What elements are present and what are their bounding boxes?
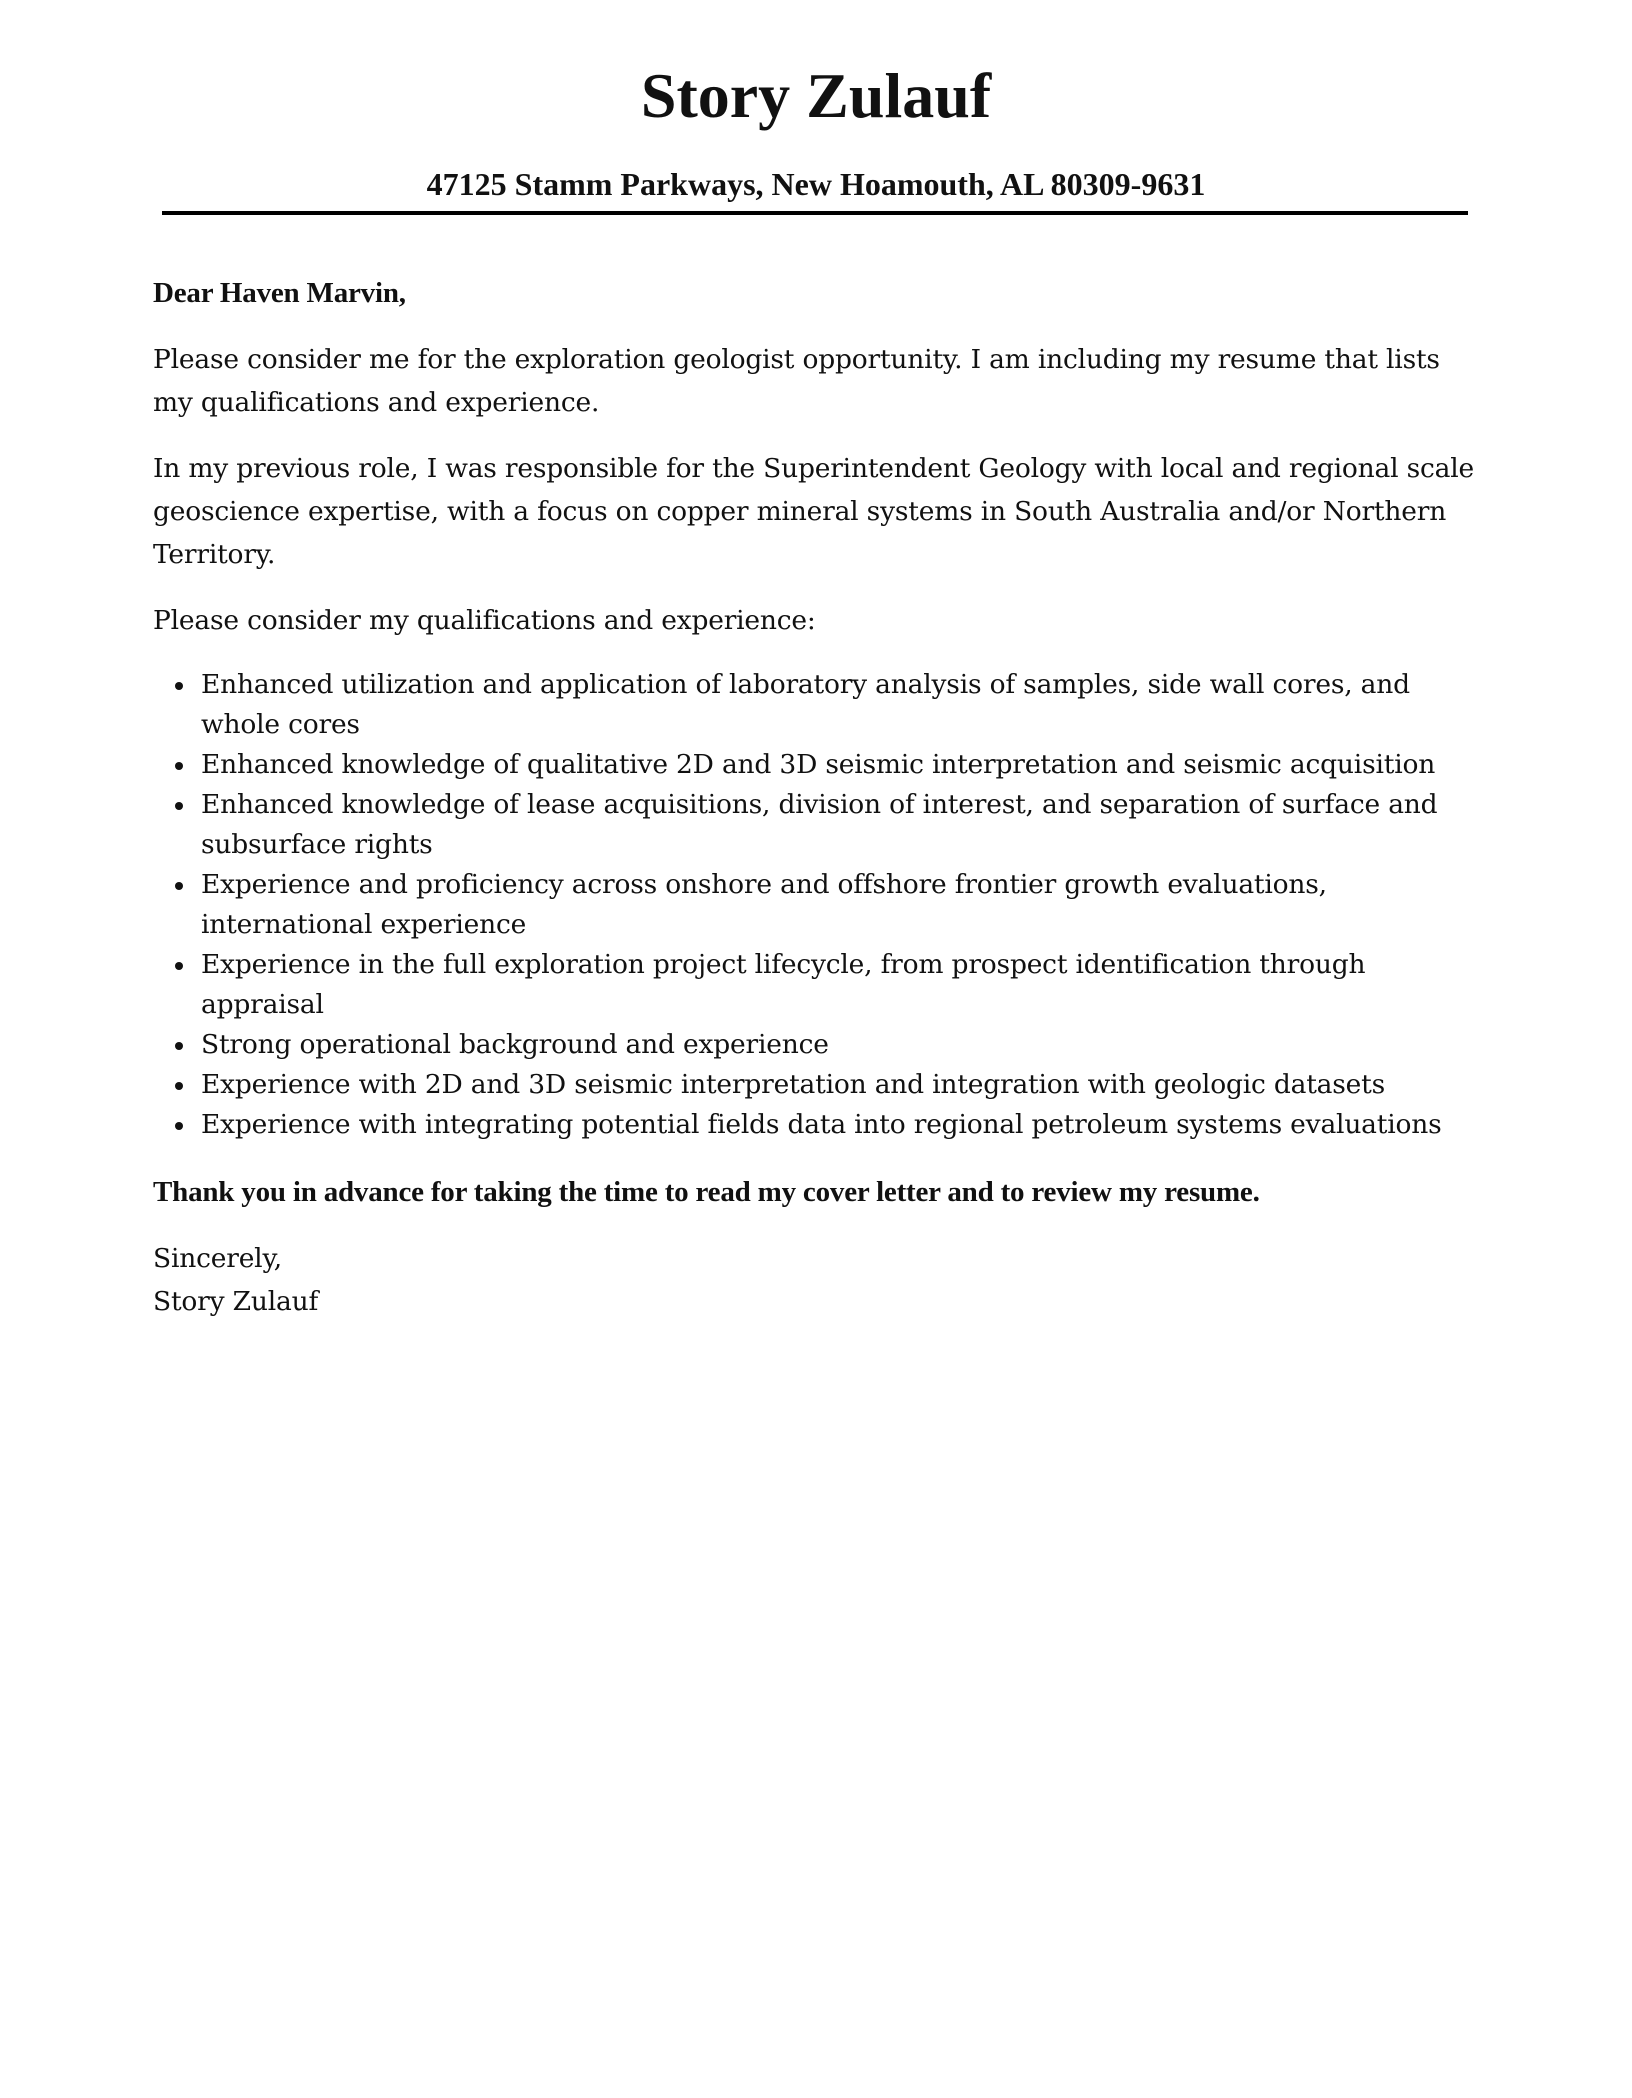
previous-role-paragraph: In my previous role, I was responsible for the Superintendent Geology with local and regional scale geoscience expertise, with a focus on copper mineral systems in South Australia and/or Northern Territory. <box>153 453 1475 570</box>
bullet-icon <box>175 762 183 770</box>
applicant-name: Story Zulauf <box>640 60 992 131</box>
list-item <box>153 1065 1483 1105</box>
bullet-icon <box>175 1122 183 1130</box>
list-item-text: Experience and proficiency across onshore and offshore frontier growth evaluations, international experience <box>201 869 1327 940</box>
header-divider <box>162 211 1468 215</box>
qualifications-lead-in: Please consider my qualifications and experience: <box>153 605 816 636</box>
letter-body <box>153 272 1483 1323</box>
bullet-icon <box>175 1042 183 1050</box>
list-item <box>153 945 1483 1025</box>
list-item <box>153 1105 1483 1145</box>
applicant-address: 47125 Stamm Parkways, New Hoamouth, AL 80309-9631 <box>426 166 1206 202</box>
list-item <box>153 665 1483 745</box>
bullet-icon <box>175 882 183 890</box>
signature: Story Zulauf <box>153 1286 319 1317</box>
closing: Sincerely, <box>153 1243 282 1274</box>
list-item-text: Experience with 2D and 3D seismic interpretation and integration with geologic datasets <box>201 1069 1385 1100</box>
list-item-text: Enhanced knowledge of qualitative 2D and 3D seismic interpretation and seismic acquisition <box>201 749 1436 780</box>
bullet-icon <box>175 802 183 810</box>
list-item-text: Enhanced knowledge of lease acquisitions, division of interest, and separation of surface and subsurface rights <box>201 789 1438 860</box>
list-item <box>153 1025 1483 1065</box>
bullet-icon <box>175 962 183 970</box>
bullet-icon <box>175 682 183 690</box>
list-item-text: Enhanced utilization and application of laboratory analysis of samples, side wall cores, and whole cores <box>201 669 1410 740</box>
bullet-icon <box>175 1082 183 1090</box>
thank-you-line: Thank you in advance for taking the time to read my cover letter and to review my resume. <box>153 1176 1260 1208</box>
list-item <box>153 745 1483 785</box>
qualifications-list <box>153 665 1483 1145</box>
list-item-text: Experience with integrating potential fields data into regional petroleum systems evaluations <box>201 1109 1442 1140</box>
list-item-text: Experience in the full exploration project lifecycle, from prospect identification through appraisal <box>201 949 1366 1020</box>
list-item <box>153 785 1483 865</box>
salutation: Dear Haven Marvin, <box>153 277 406 309</box>
list-item-text: Strong operational background and experience <box>201 1029 829 1060</box>
intro-paragraph: Please consider me for the exploration geologist opportunity. I am including my resume that lists my qualifications and experience. <box>153 344 1440 418</box>
list-item <box>153 865 1483 945</box>
